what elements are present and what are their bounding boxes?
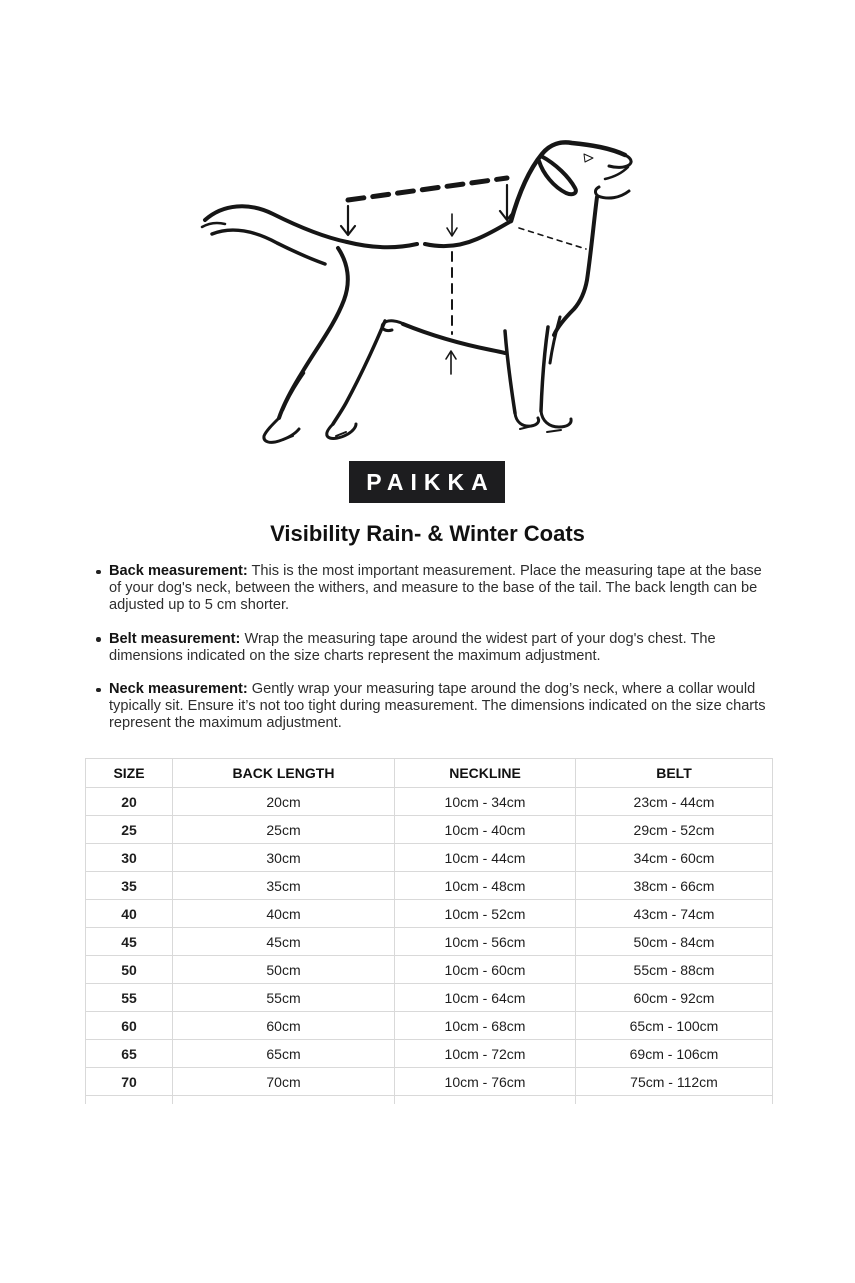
size-chart-table — [85, 758, 773, 1104]
table-row — [86, 900, 773, 928]
back-length-cell: 40cm — [173, 900, 395, 928]
bullet-dot — [96, 637, 101, 642]
belt-cell: 34cm - 60cm — [576, 844, 773, 872]
column-header-belt: BELT — [576, 759, 773, 788]
size-chart-header-row — [86, 759, 773, 788]
dog-outline — [202, 142, 631, 442]
neckline-cell: 10cm - 76cm — [395, 1068, 576, 1096]
back-length-cell: 30cm — [173, 844, 395, 872]
belt-cell: 69cm - 106cm — [576, 1040, 773, 1068]
table-row — [86, 1012, 773, 1040]
back-length-cell: 65cm — [173, 1040, 395, 1068]
table-row — [86, 984, 773, 1012]
neckline-cell: 10cm - 44cm — [395, 844, 576, 872]
back-length-cell: 50cm — [173, 956, 395, 984]
size-cell: 35 — [86, 872, 173, 900]
neck-diagonal-dashed-line — [519, 228, 586, 249]
down-arrow-tail-base — [341, 206, 355, 235]
neckline-cell: 10cm - 48cm — [395, 872, 576, 900]
back-length-cell: 20cm — [173, 788, 395, 816]
column-header-back-length: BACK LENGTH — [173, 759, 395, 788]
instruction-label: Back measurement: — [109, 563, 248, 579]
size-cell: 25 — [86, 816, 173, 844]
back-length-cell: 35cm — [173, 872, 395, 900]
table-row — [86, 872, 773, 900]
instruction-neck-measurement — [88, 681, 776, 733]
size-cell: 45 — [86, 928, 173, 956]
belt-cell: 43cm - 74cm — [576, 900, 773, 928]
belt-cell: 38cm - 66cm — [576, 872, 773, 900]
neckline-cell: 10cm - 64cm — [395, 984, 576, 1012]
dog-measurement-diagram — [195, 135, 665, 465]
belt-cell: 50cm - 84cm — [576, 928, 773, 956]
belt-cell: 29cm - 52cm — [576, 816, 773, 844]
belt-cell: 23cm - 44cm — [576, 788, 773, 816]
size-cell: 50 — [86, 956, 173, 984]
belt-cell: 75cm - 112cm — [576, 1068, 773, 1096]
back-length-cell: 45cm — [173, 928, 395, 956]
back-length-cell: 25cm — [173, 816, 395, 844]
size-cell: 30 — [86, 844, 173, 872]
size-cell: 60 — [86, 1012, 173, 1040]
brand-logo — [349, 461, 505, 503]
neckline-cell: 10cm - 72cm — [395, 1040, 576, 1068]
neckline-cell: 10cm - 68cm — [395, 1012, 576, 1040]
size-cell: 40 — [86, 900, 173, 928]
table-row — [86, 1040, 773, 1068]
belt-cell: 60cm - 92cm — [576, 984, 773, 1012]
down-arrow-withers — [500, 185, 514, 220]
brand-logo-text: PAIKKA — [366, 468, 495, 495]
neckline-cell: 10cm - 40cm — [395, 816, 576, 844]
table-row — [86, 928, 773, 956]
back-length-cell: 60cm — [173, 1012, 395, 1040]
belt-cell: 65cm - 100cm — [576, 1012, 773, 1040]
size-cell: 20 — [86, 788, 173, 816]
belt-cell: 55cm - 88cm — [576, 956, 773, 984]
table-row — [86, 1068, 773, 1096]
neckline-cell: 10cm - 52cm — [395, 900, 576, 928]
instruction-back-measurement — [88, 563, 776, 615]
instruction-label: Neck measurement: — [109, 681, 248, 698]
back-length-cell: 55cm — [173, 984, 395, 1012]
back-length-dashed-line — [348, 178, 507, 200]
back-length-cell: 70cm — [173, 1068, 395, 1096]
page-title: Visibility Rain- & Winter Coats — [270, 521, 585, 546]
table-row — [86, 956, 773, 984]
measurement-instructions — [88, 563, 776, 749]
column-header-neckline: NECKLINE — [395, 759, 576, 788]
up-arrow-belly — [446, 351, 456, 374]
bullet-dot — [96, 570, 101, 575]
neckline-cell: 10cm - 34cm — [395, 788, 576, 816]
instruction-label: Belt measurement: — [109, 630, 241, 647]
instruction-text: This is the most important measurement. Place the measuring tape at the base of your dog's neck, between the withers, and measure to the base of the tail. The back length can be adjusted up to 5 cm shorter. — [109, 563, 762, 614]
column-header-size: SIZE — [86, 759, 173, 788]
neckline-cell: 10cm - 56cm — [395, 928, 576, 956]
size-cell: 65 — [86, 1040, 173, 1068]
table-row — [86, 788, 773, 816]
size-cell: 70 — [86, 1068, 173, 1096]
bullet-dot — [96, 688, 101, 693]
table-row — [86, 844, 773, 872]
instruction-text: Gently wrap your measuring tape around the dog’s neck, where a collar would typically sit. Ensure it’s not too tight during measurement. The dimensions indicated on the size charts represent the maximum adjustment. — [109, 681, 766, 732]
table-partial-row — [86, 1096, 773, 1105]
instruction-text: Wrap the measuring tape around the widest part of your dog's chest. The dimensions indicated on the size charts represent the maximum adjustment. — [109, 630, 716, 664]
table-row — [86, 816, 773, 844]
instruction-belt-measurement — [88, 631, 776, 665]
size-cell: 55 — [86, 984, 173, 1012]
neckline-cell: 10cm - 60cm — [395, 956, 576, 984]
down-arrow-mid-back — [447, 214, 457, 236]
